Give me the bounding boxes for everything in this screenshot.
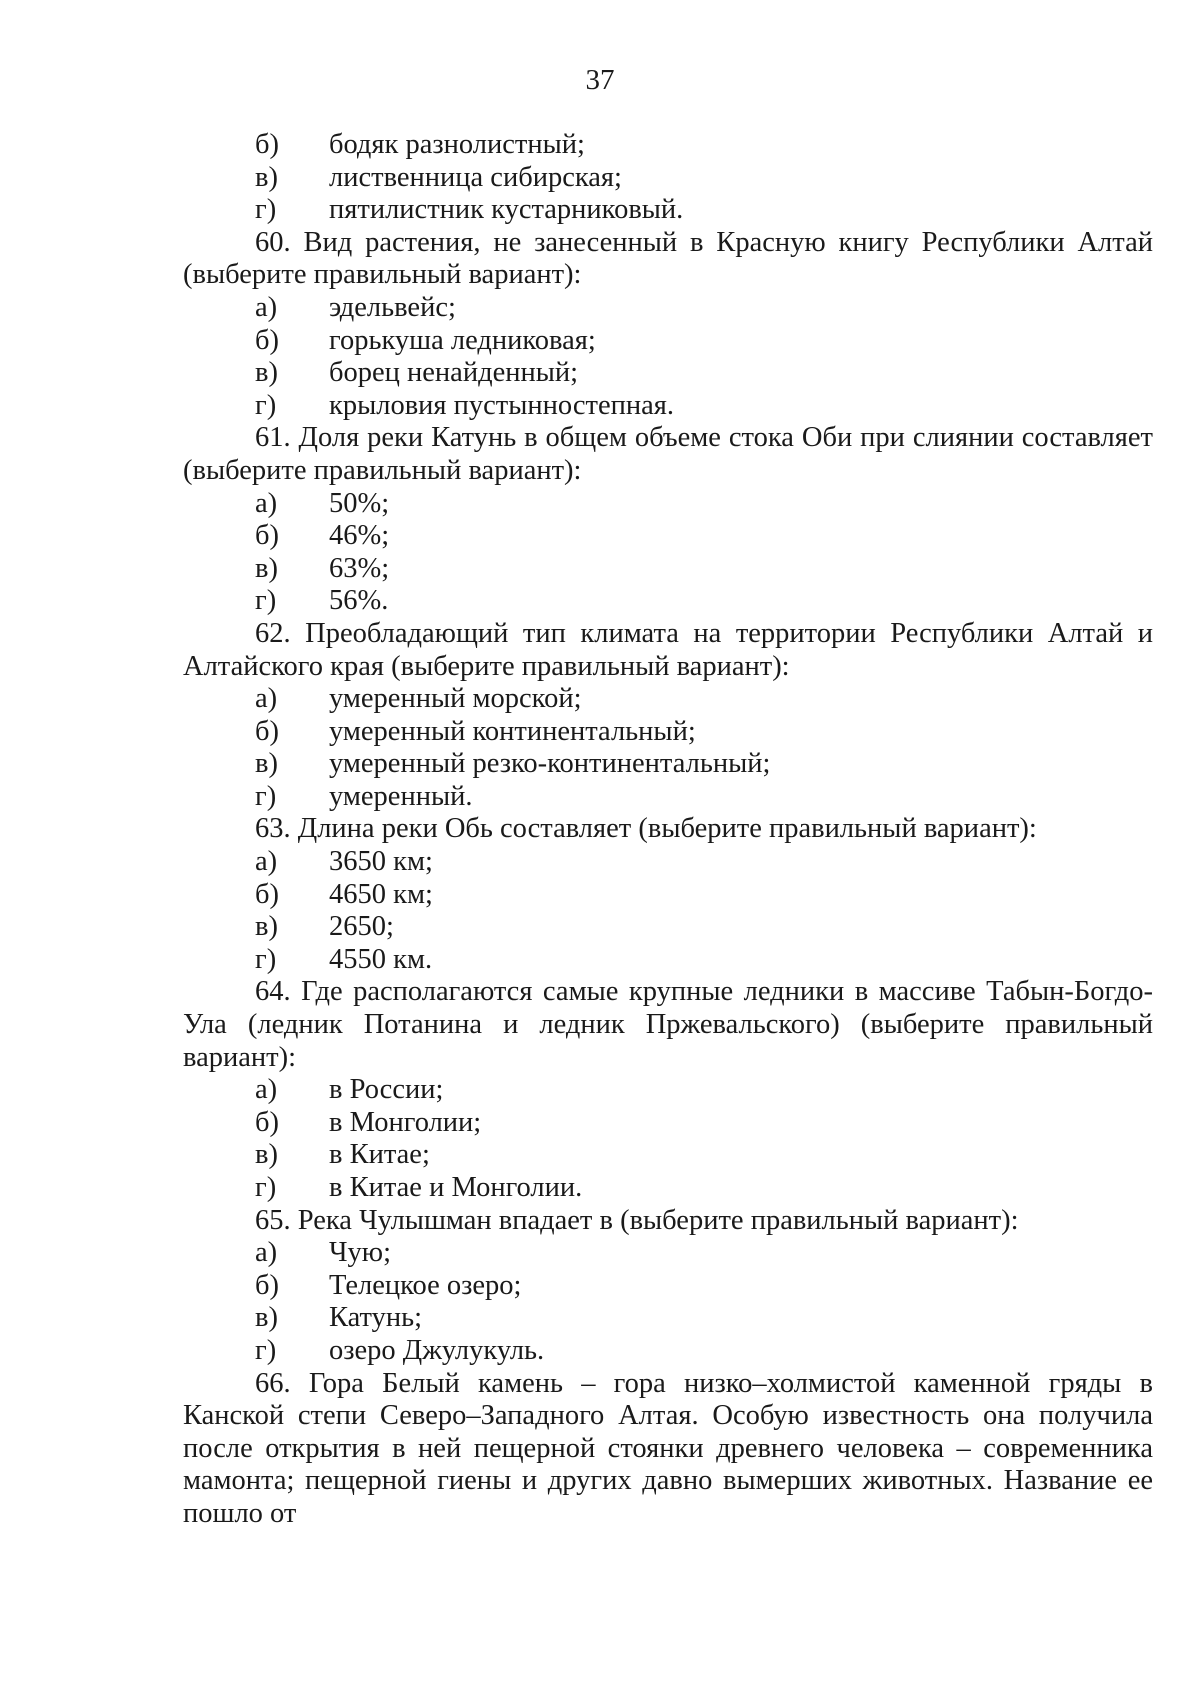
option-text: лиственница сибирская; [329, 161, 622, 193]
option-text: 63%; [329, 552, 390, 584]
question-62: 62. Преобладающий тип климата на территории Республики Алтай и Алтайского края (выберите правильный вариант): [183, 617, 1153, 682]
option-letter: г) [255, 194, 277, 226]
option-item [183, 879, 1153, 912]
option-letter: б) [255, 878, 279, 910]
option-letter: а) [255, 1074, 278, 1106]
option-item [183, 1237, 1153, 1270]
question-66: 66. Гора Белый камень – гора низко–холмистой каменной гряды в Канской степи Северо–Западного Алтая. Особую известность она получила после открытия в ней пещерной стоянки древнего человека – современника мамонта; пещерной гиены и других давно вымерших животных. Название ее пошло от [183, 1367, 1153, 1529]
option-item [183, 846, 1153, 879]
option-item [183, 1139, 1153, 1172]
option-letter: в) [255, 1302, 278, 1334]
option-letter: б) [255, 1269, 279, 1301]
option-item [183, 1107, 1153, 1140]
option-letter: в) [255, 748, 278, 780]
option-letter: в) [255, 552, 278, 584]
option-text: Телецкое озеро; [329, 1269, 522, 1301]
option-item [183, 944, 1153, 977]
option-item [183, 1172, 1153, 1205]
option-letter: а) [255, 291, 278, 323]
option-letter: г) [255, 1172, 277, 1203]
option-item [183, 292, 1153, 325]
option-item [183, 716, 1153, 749]
option-letter: г) [255, 585, 277, 617]
option-text: крыловия пустынностепная. [329, 389, 675, 421]
option-text: горькуша ледниковая; [329, 324, 596, 356]
question-63: 63. Длина реки Обь составляет (выберите правильный вариант): [255, 813, 1037, 845]
option-text: умеренный морской; [329, 683, 582, 715]
option-item [183, 585, 1153, 618]
option-text: умеренный континентальный; [329, 715, 696, 747]
question-60: 60. Вид растения, не занесенный в Красную книгу Республики Алтай (выберите правильный вариант): [183, 226, 1153, 291]
option-letter: в) [255, 357, 278, 389]
option-text: Чую; [329, 1237, 391, 1269]
option-letter: а) [255, 1237, 278, 1269]
option-item [183, 1074, 1153, 1107]
option-letter: б) [255, 1106, 279, 1138]
option-letter: б) [255, 520, 279, 552]
option-text: озеро Джулукуль. [329, 1334, 545, 1366]
option-letter: в) [255, 161, 278, 193]
option-letter: в) [255, 911, 278, 943]
question-65: 65. Река Чулышман впадает в (выберите правильный вариант): [255, 1204, 1019, 1236]
option-text: 4550 км. [329, 943, 433, 975]
document-body [183, 129, 1153, 1531]
option-text: 2650; [329, 911, 394, 943]
option-letter: а) [255, 683, 278, 715]
question-61: 61. Доля реки Катунь в общем объеме стока Оби при слиянии составляет (выберите правильный вариант): [183, 422, 1153, 486]
option-text: пятилистник кустарниковый. [329, 194, 684, 226]
option-text: в России; [329, 1074, 444, 1106]
option-text: в Монголии; [329, 1106, 482, 1138]
option-item [183, 129, 1153, 162]
option-item [183, 357, 1153, 390]
option-item [183, 911, 1153, 944]
option-letter: б) [255, 715, 279, 747]
option-item [183, 748, 1153, 781]
option-item [183, 1302, 1153, 1335]
option-letter: г) [255, 943, 277, 975]
option-item [183, 325, 1153, 358]
option-text: 4650 км; [329, 878, 433, 910]
option-letter: г) [255, 1334, 277, 1366]
option-text: борец ненайденный; [329, 357, 579, 389]
option-text: Катунь; [329, 1302, 423, 1334]
option-item [183, 1270, 1153, 1303]
option-letter: г) [255, 389, 277, 421]
option-item [183, 520, 1153, 553]
option-item [183, 781, 1153, 814]
option-letter: б) [255, 324, 279, 356]
option-letter: б) [255, 129, 279, 160]
option-letter: а) [255, 487, 278, 519]
option-item [183, 683, 1153, 716]
question-64: 64. Где располагаются самые крупные ледники в массиве Табын-Богдо-Ула (ледник Потанина и ледник Пржевальского) (выберите правильный вариант): [183, 976, 1153, 1073]
option-text: 46%; [329, 520, 390, 552]
option-text: умеренный. [329, 780, 473, 812]
option-item [183, 390, 1153, 423]
option-item [183, 194, 1153, 227]
option-text: 50%; [329, 487, 390, 519]
option-text: эдельвейс; [329, 291, 456, 323]
option-item [183, 488, 1153, 521]
option-text: в Китае и Монголии. [329, 1172, 583, 1203]
option-item [183, 1335, 1153, 1368]
option-letter: а) [255, 846, 278, 878]
option-letter: в) [255, 1139, 278, 1171]
option-item [183, 162, 1153, 195]
option-text: 56%. [329, 585, 389, 617]
option-text: умеренный резко-континентальный; [329, 748, 771, 780]
option-text: в Китае; [329, 1139, 430, 1171]
option-item [183, 553, 1153, 586]
option-text: 3650 км; [329, 846, 433, 878]
option-text: бодяк разнолистный; [329, 129, 585, 160]
option-letter: г) [255, 780, 277, 812]
page-number: 37 [585, 64, 615, 96]
